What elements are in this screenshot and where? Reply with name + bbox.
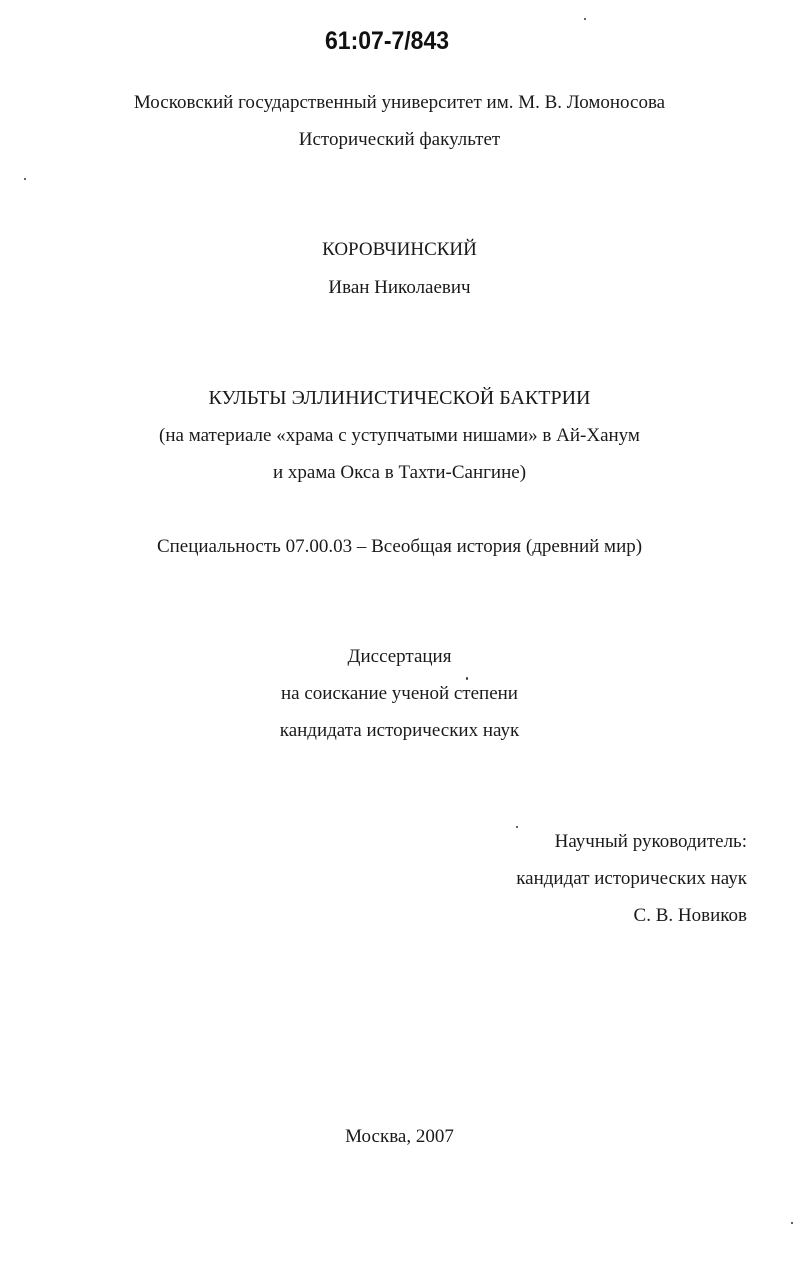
dissertation-title: КУЛЬТЫ ЭЛЛИНИСТИЧЕСКОЙ БАКТРИИ [208, 387, 591, 409]
degree-line-3: кандидата исторических наук [279, 720, 520, 741]
dissertation-subtitle-line2: и храма Окса в Тахти-Сангине) [272, 462, 527, 483]
dissertation-subtitle-line1: (на материале «храма с уступчатыми нишами» в Ай-Ханум [159, 425, 640, 446]
scan-speck [516, 826, 518, 828]
author-surname: КОРОВЧИНСКИЙ [322, 239, 477, 260]
supervisor-label: Научный руководитель: [554, 831, 747, 852]
scan-speck [466, 677, 468, 680]
scan-speck [24, 178, 26, 180]
scan-speck [584, 18, 586, 20]
degree-line-2: на соискание ученой степени [281, 683, 518, 704]
degree-line-1: Диссертация [347, 646, 452, 667]
faculty-name: Исторический факультет [298, 129, 501, 150]
supervisor-name: С. В. Новиков [633, 905, 747, 926]
scan-speck [791, 1222, 793, 1224]
specialty-line: Специальность 07.00.03 – Всеобщая история (древний мир) [156, 536, 643, 557]
place-and-year: Москва, 2007 [345, 1126, 454, 1147]
university-name: Московский государственный университет им. М. В. Ломоносова [133, 92, 666, 113]
library-stamp-code: 61:07-7/843 [325, 27, 450, 55]
author-given-names: Иван Николаевич [328, 277, 471, 298]
supervisor-degree: кандидат исторических наук [516, 868, 747, 889]
